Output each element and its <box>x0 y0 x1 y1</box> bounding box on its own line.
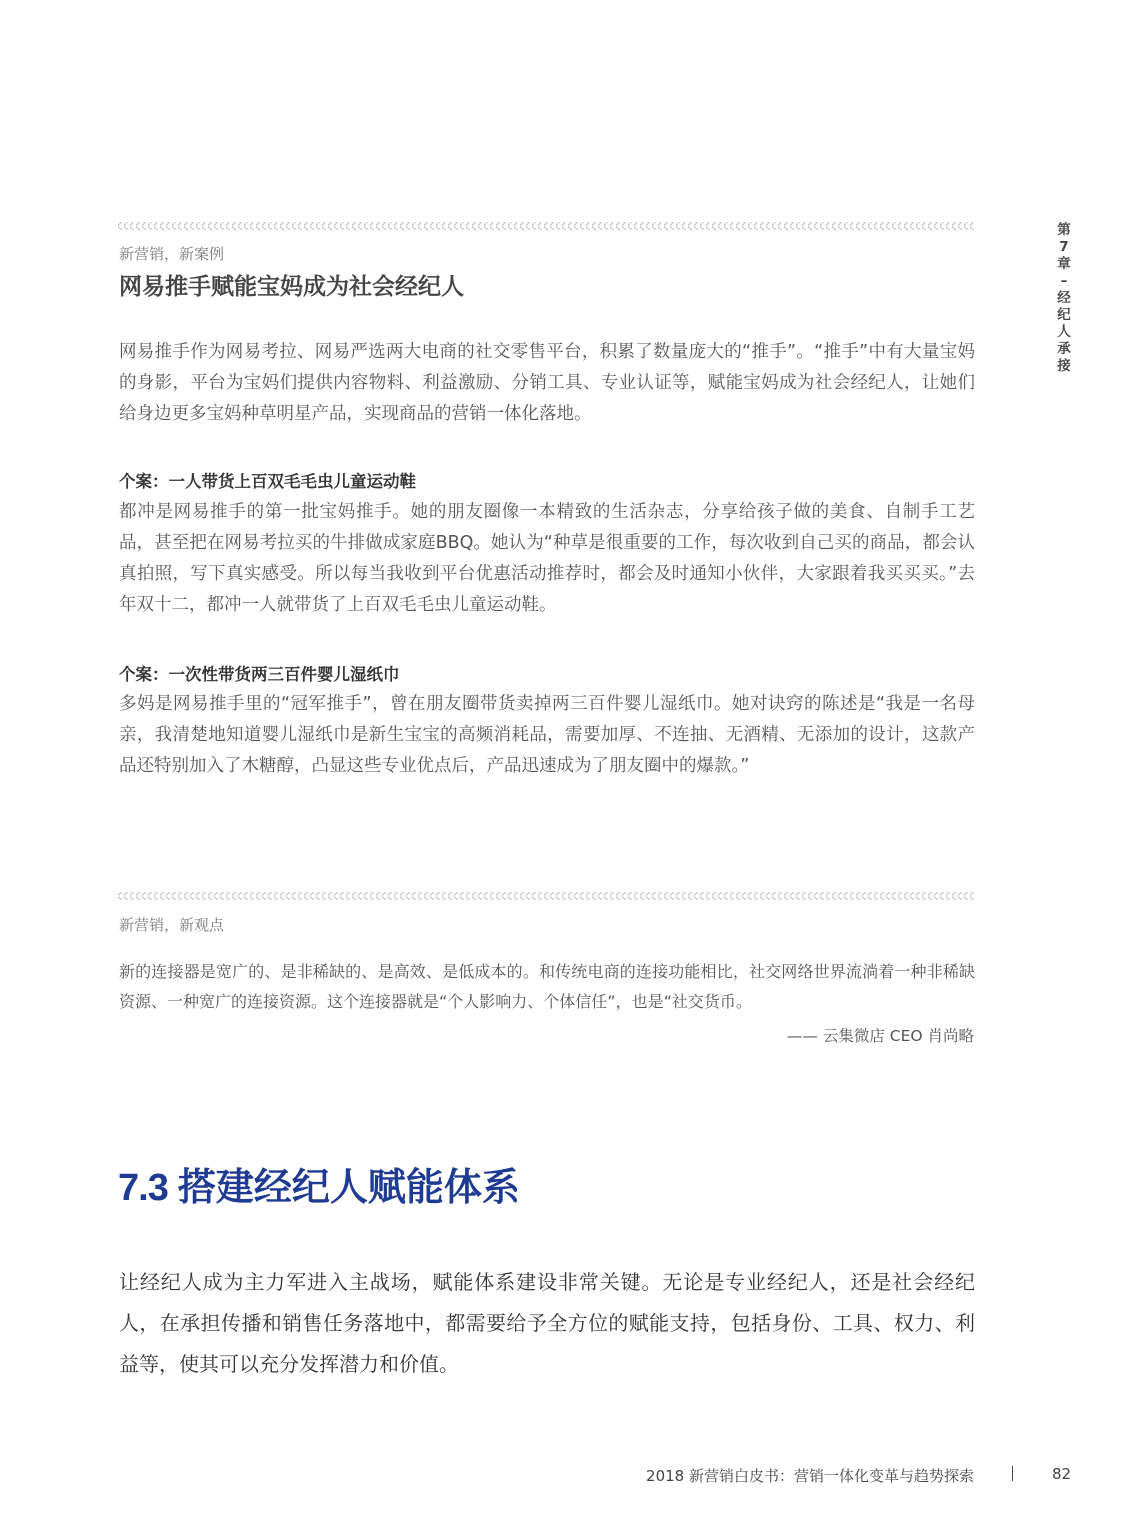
page-number: 82 <box>1052 1465 1072 1483</box>
footer-book-title: 2018 新营销白皮书：营销一体化变革与趋势探索 <box>646 1467 974 1485</box>
section-number: 7.3 <box>118 1167 168 1209</box>
case2-paragraph: 多妈是网易推手里的“冠军推手”，曾在朋友圈带货卖掉两三百件婴儿湿纸巾。她对诀窍的陈述是“我是一名母亲，我清楚地知道婴儿湿纸巾是新生宝宝的高频消耗品，需要加厚、不连抽、无酒精、无添加的设计，这款产品还特别加入了木糖醇，凸显这些专业优点后，产品迅速成为了朋友圈中的爆款。” <box>119 694 975 776</box>
chapter-char: 第 <box>1057 222 1071 238</box>
chapter-char: 经 <box>1057 290 1071 306</box>
chapter-char: 7 <box>1059 239 1069 255</box>
case1-paragraph: 都冲是网易推手的第一批宝妈推手。她的朋友圈像一本精致的生活杂志，分享给孩子做的美食、自制手工艺品，甚至把在网易考拉买的牛排做成家庭BBQ。她认为“种草是很重要的工作，每次收到自己买的商品，都会认真拍照，写下真实感受。所以每当我收到平台优惠活动推荐时，都会及时通知小伙伴，大家跟着我买买买。”去年双十二，都冲一人就带货了上百双毛毛虫儿童运动鞋。 <box>119 502 975 615</box>
chapter-char: 纪 <box>1057 307 1071 323</box>
chapter-char: – <box>1060 273 1068 289</box>
chapter-char: 接 <box>1057 358 1071 374</box>
chapter-char: 章 <box>1057 256 1071 272</box>
footer-separator <box>1012 1466 1013 1481</box>
case-intro-paragraph: 网易推手作为网易考拉、网易严选两大电商的社交零售平台，积累了数量庞大的“推手”。“推手”中有大量宝妈的身影，平台为宝妈们提供内容物料、利益激励、分销工具、专业认证等，赋能宝妈成为社会经纪人，让她们给身边更多宝妈种草明星产品，实现商品的营销一体化落地。 <box>119 342 975 424</box>
case2-heading: 个案：一次性带货两三百件婴儿湿纸巾 <box>119 665 400 684</box>
case1-heading: 个案：一人带货上百双毛毛虫儿童运动鞋 <box>119 472 416 491</box>
wavy-divider <box>118 222 974 230</box>
section-title: 搭建经纪人赋能体系 <box>177 1165 520 1209</box>
viewpoint-label: 新营销，新观点 <box>119 916 225 934</box>
case-box-label: 新营销，新案例 <box>119 245 225 263</box>
viewpoint-quote: 新的连接器是宽广的、是非稀缺的、是高效、是低成本的。和传统电商的连接功能相比，社交网络世界流淌着一种非稀缺资源、一种宽广的连接资源。这个连接器就是“个人影响力、个体信任”，也是“社交货币。 <box>119 962 975 1011</box>
wavy-divider <box>118 892 974 900</box>
chapter-side-label <box>1052 222 1076 375</box>
section-body-paragraph: 让经纪人成为主力军进入主战场，赋能体系建设非常关键。无论是专业经纪人，还是社会经纪人，在承担传播和销售任务落地中，都需要给予全方位的赋能支持，包括身份、工具、权力、利益等，使其可以充分发挥潜力和价值。 <box>119 1270 975 1376</box>
viewpoint-source: —— 云集微店 CEO 肖尚略 <box>786 1027 974 1045</box>
chapter-char: 人 <box>1057 324 1071 340</box>
chapter-char: 承 <box>1057 341 1071 357</box>
case-box-title: 网易推手赋能宝妈成为社会经纪人 <box>119 274 464 300</box>
section-heading <box>118 1156 520 1211</box>
